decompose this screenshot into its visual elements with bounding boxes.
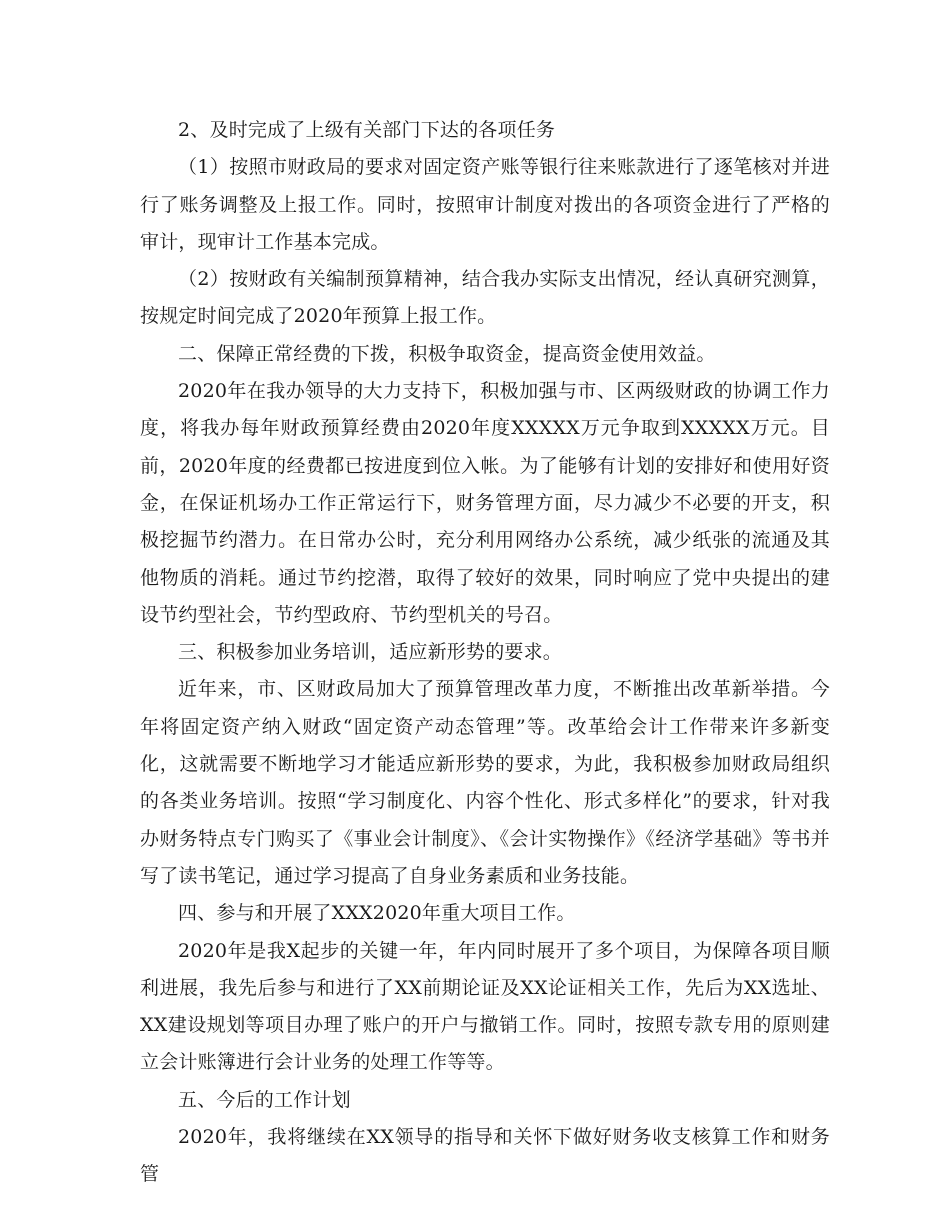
paragraph-item-2: （2）按财政有关编制预算精神，结合我办实际支出情况，经认真研究测算，按规定时间完成了2020年预算上报工作。: [140, 268, 830, 328]
section-item-2-heading: 2、及时完成了上级有关部门下达的各项任务: [178, 119, 556, 141]
paragraph-funding: 2020年在我办领导的大力支持下，积极加强与市、区两级财政的协调工作力度，将我办每年财政预算经费由2020年度XXXXX万元争取到XXXXX万元。目前，2020年度的经费都已按进度到位入帐。为了能够有计划的安排好和使用好资金，在保证机场办工作正常运行下，财务管理方面，尽力减少不必要的开支，积极挖掘节约潜力。在日常办公时，充分利用网络办公系统，减少纸张的流通及其他物质的消耗。通过节约挖潜，取得了较好的效果，同时响应了党中央提出的建设节约型社会，节约型政府、节约型机关的号召。: [140, 380, 830, 626]
paragraph-plan: 2020年，我将继续在XX领导的指导和关怀下做好财务收支核算工作和财务管: [140, 1126, 830, 1186]
section-heading-2: 二、保障正常经费的下拨，积极争取资金，提高资金使用效益。: [178, 342, 716, 365]
paragraph-projects: 2020年是我X起步的关键一年，年内同时展开了多个项目，为保障各项目顺利进展，我先后参与和进行了XX前期论证及XX论证相关工作，先后为XX选址、XX建设规划等项目办理了账户的开户与撤销工作。同时，按照专款专用的原则建立会计账簿进行会计业务的处理工作等等。: [140, 939, 830, 1074]
document-body: [140, 112, 830, 1194]
section-heading-3: 三、积极参加业务培训，适应新形势的要求。: [178, 641, 563, 664]
section-heading-5: 五、今后的工作计划: [178, 1088, 351, 1111]
section-heading-4: 四、参与和开展了XXX2020年重大项目工作。: [178, 902, 576, 925]
paragraph-item-1: （1）按照市财政局的要求对固定资产账等银行往来账款进行了逐笔核对并进行了账务调整及上报工作。同时，按照审计制度对拨出的各项资金进行了严格的审计，现审计工作基本完成。: [140, 156, 830, 253]
paragraph-training: 近年来，市、区财政局加大了预算管理改革力度，不断推出改革新举措。今年将固定资产纳入财政“固定资产动态管理”等。改革给会计工作带来许多新变化，这就需要不断地学习才能适应新形势的要求，为此，我积极参加财政局组织的各类业务培训。按照“学习制度化、内容个性化、形式多样化”的要求，针对我办财务特点专门购买了《事业会计制度》、《会计实物操作》《经济学基础》等书并写了读书笔记，通过学习提高了自身业务素质和业务技能。: [140, 678, 830, 887]
